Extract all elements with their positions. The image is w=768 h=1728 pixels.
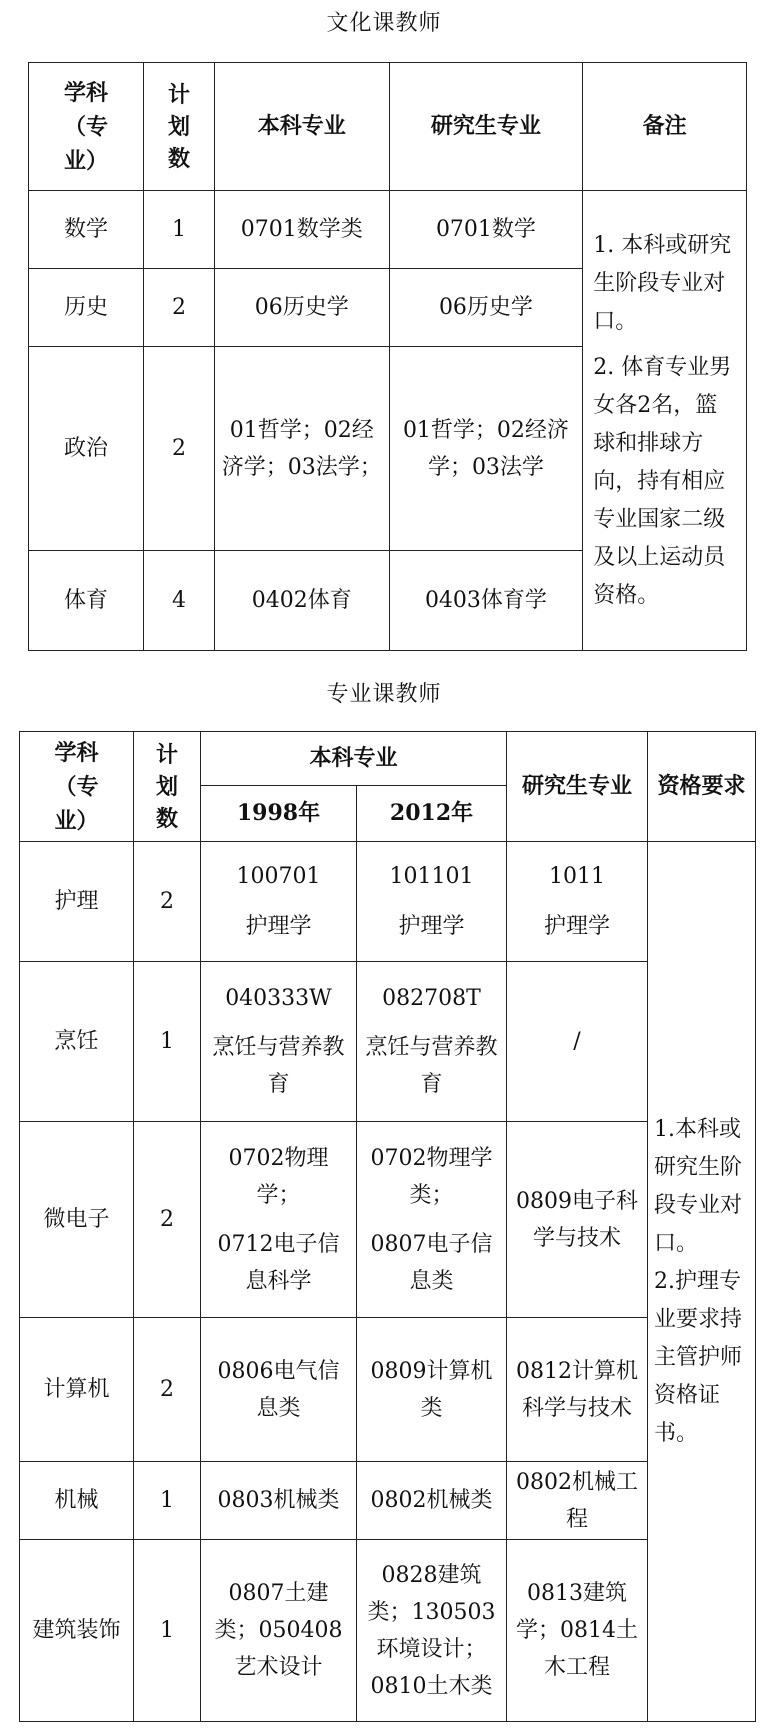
cell-postgrad: 06历史学 xyxy=(389,269,583,347)
header-undergrad-major: 本科专业 xyxy=(214,63,389,191)
requirement-item: 1.本科或研究生阶段专业对口。 xyxy=(654,1116,743,1256)
professional-teachers-title: 专业课教师 xyxy=(326,682,442,707)
cell-postgrad: 0403体育学 xyxy=(389,551,583,651)
cell-postgrad: / xyxy=(507,962,648,1122)
table-row xyxy=(20,842,756,962)
cell-undergrad-1998: 100701 护理学 xyxy=(201,842,357,962)
cell-undergrad-2012: 0702物理学类； 0807电子信息类 xyxy=(357,1122,507,1318)
cell-postgrad: 0701数学 xyxy=(389,191,583,269)
header-plan-count: 计 划 数 xyxy=(134,732,201,842)
cell-undergrad-1998: 0702物理学； 0712电子信息科学 xyxy=(201,1122,357,1318)
remark-item: 2. 体育专业男女各2名，篮球和排球方向，持有相应专业国家二级及以上运动员资格。 xyxy=(593,354,732,608)
cell-postgrad: 0812计算机科学与技术 xyxy=(507,1318,648,1462)
cell-subject: 计算机 xyxy=(20,1318,134,1462)
cell-subject: 数学 xyxy=(29,191,144,269)
table-header-row xyxy=(29,63,747,191)
cell-postgrad: 0809电子科学与技术 xyxy=(507,1122,648,1318)
header-plan-count: 计 划 数 xyxy=(144,63,215,191)
header-requirements: 资格要求 xyxy=(648,732,756,842)
cell-undergrad-1998: 0803机械类 xyxy=(201,1462,357,1540)
cell-count: 2 xyxy=(144,347,215,551)
cell-undergrad-2012: 0828建筑类；130503环境设计；0810土木类 xyxy=(357,1540,507,1722)
professional-teachers-table xyxy=(19,731,756,1722)
cell-undergrad-1998: 0807土建类；050408艺术设计 xyxy=(201,1540,357,1722)
cell-count: 2 xyxy=(134,1122,201,1318)
cell-count: 1 xyxy=(134,1462,201,1540)
cell-undergrad-2012: 082708T 烹饪与营养教育 xyxy=(357,962,507,1122)
culture-teachers-table xyxy=(28,62,747,651)
cell-count: 4 xyxy=(144,551,215,651)
header-postgrad-major: 研究生专业 xyxy=(507,732,648,842)
cell-subject: 微电子 xyxy=(20,1122,134,1318)
cell-subject: 政治 xyxy=(29,347,144,551)
culture-teachers-title: 文化课教师 xyxy=(326,11,442,36)
cell-subject: 建筑装饰 xyxy=(20,1540,134,1722)
cell-postgrad: 1011 护理学 xyxy=(507,842,648,962)
cell-subject: 护理 xyxy=(20,842,134,962)
cell-subject: 烹饪 xyxy=(20,962,134,1122)
table-row xyxy=(20,1318,756,1462)
requirements-cell xyxy=(648,842,756,1722)
cell-postgrad: 01哲学；02经济学；03法学 xyxy=(389,347,583,551)
cell-postgrad: 0802机械工程 xyxy=(507,1462,648,1540)
cell-undergrad-2012: 101101 护理学 xyxy=(357,842,507,962)
header-year-1998: 1998年 xyxy=(201,786,357,842)
header-subject: 学科 （专 业） xyxy=(20,732,134,842)
cell-undergrad: 01哲学；02经济学；03法学； xyxy=(214,347,389,551)
cell-undergrad: 0402体育 xyxy=(214,551,389,651)
table-row xyxy=(20,1540,756,1722)
remark-item: 1. 本科或研究生阶段专业对口。 xyxy=(593,232,732,334)
header-undergrad-major: 本科专业 xyxy=(201,732,507,786)
cell-count: 1 xyxy=(134,962,201,1122)
cell-count: 2 xyxy=(134,842,201,962)
cell-count: 2 xyxy=(134,1318,201,1462)
cell-undergrad-2012: 0809计算机类 xyxy=(357,1318,507,1462)
cell-undergrad: 06历史学 xyxy=(214,269,389,347)
table-row xyxy=(20,1462,756,1540)
cell-count: 1 xyxy=(144,191,215,269)
cell-undergrad: 0701数学类 xyxy=(214,191,389,269)
cell-subject: 历史 xyxy=(29,269,144,347)
requirement-item: 2.护理专业要求持主管护师资格证书。 xyxy=(654,1268,743,1446)
header-year-2012: 2012年 xyxy=(357,786,507,842)
cell-undergrad-2012: 0802机械类 xyxy=(357,1462,507,1540)
table-row xyxy=(20,962,756,1122)
cell-undergrad-1998: 0806电气信息类 xyxy=(201,1318,357,1462)
header-postgrad-major: 研究生专业 xyxy=(389,63,583,191)
cell-count: 2 xyxy=(144,269,215,347)
table-row xyxy=(20,1122,756,1318)
header-subject: 学科 （专 业） xyxy=(29,63,144,191)
header-remarks: 备注 xyxy=(583,63,747,191)
remarks-cell xyxy=(583,191,747,651)
cell-subject: 体育 xyxy=(29,551,144,651)
cell-subject: 机械 xyxy=(20,1462,134,1540)
table-header-row xyxy=(20,732,756,786)
table-row xyxy=(29,191,747,269)
cell-undergrad-1998: 040333W 烹饪与营养教育 xyxy=(201,962,357,1122)
cell-count: 1 xyxy=(134,1540,201,1722)
cell-postgrad: 0813建筑学；0814土木工程 xyxy=(507,1540,648,1722)
